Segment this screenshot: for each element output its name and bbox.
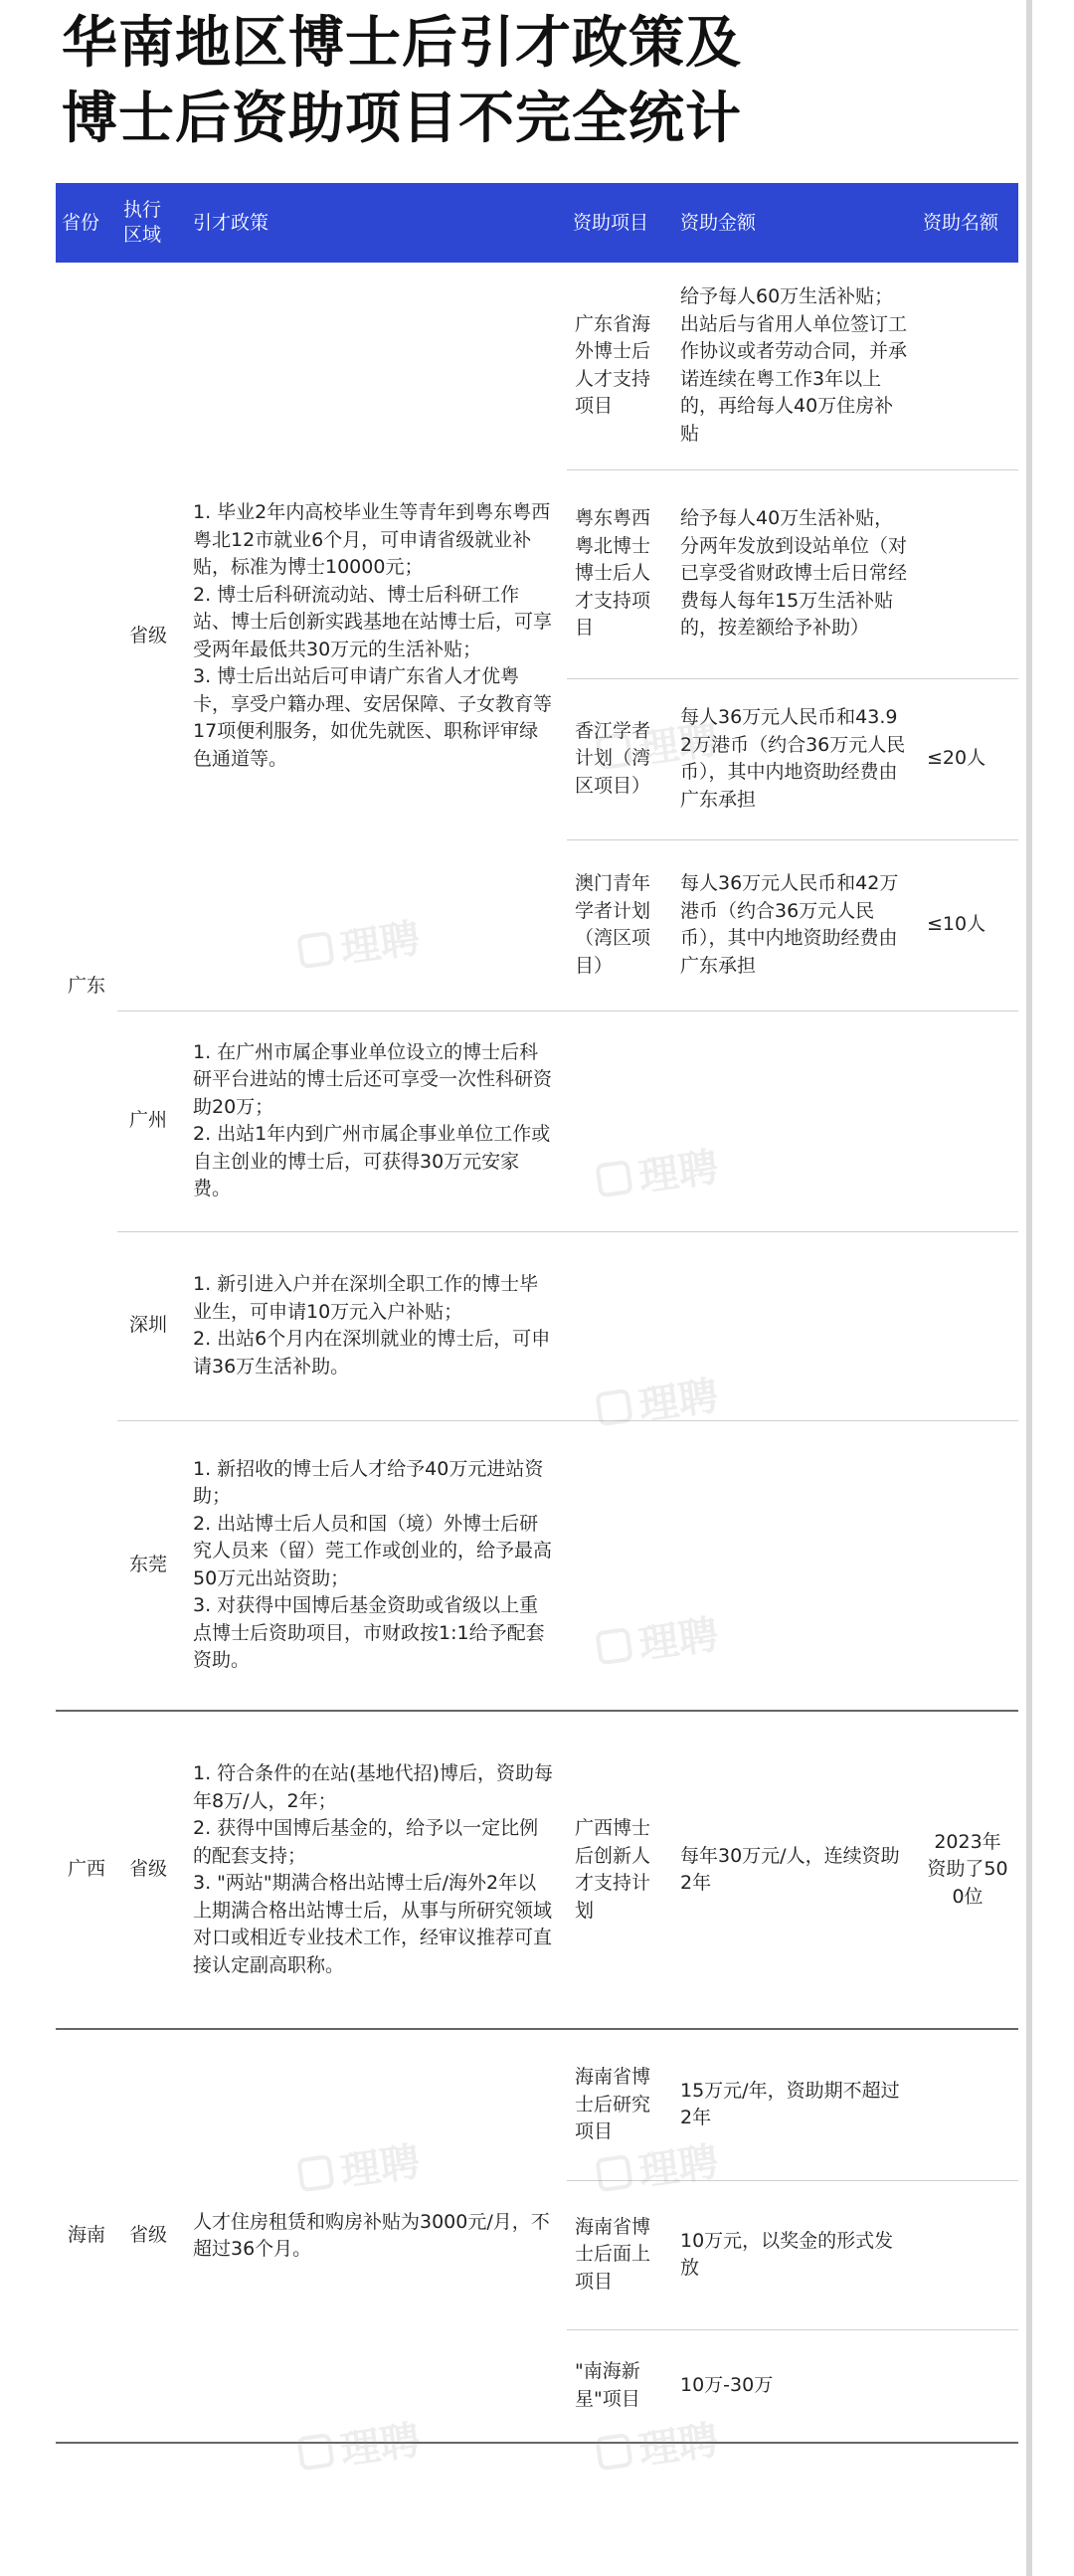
watermark: 理聘 <box>594 1136 722 1208</box>
quota-cell <box>917 1231 1018 1420</box>
table-row <box>56 1420 1018 1711</box>
header-quota: 资助名额 <box>917 183 1018 263</box>
header-area: 执行区域 <box>117 183 179 263</box>
quota-cell <box>917 469 1018 678</box>
province-cell: 广西 <box>56 1711 117 2029</box>
watermark-logo-icon <box>296 2153 334 2191</box>
header-province: 省份 <box>56 183 117 263</box>
amount-cell: 每年30万元/人，连续资助2年 <box>666 1711 917 2029</box>
header-policy: 引才政策 <box>179 183 567 263</box>
quota-cell: ≤10人 <box>917 839 1018 1011</box>
project-cell: 澳门青年学者计划（湾区项目） <box>567 839 666 1011</box>
amount-cell: 每人36万元人民币和43.92万港币（约合36万元人民币），其中内地资助经费由广东承担 <box>666 678 917 839</box>
policy-table <box>56 183 1018 2444</box>
policy-cell: 人才住房租赁和购房补贴为3000元/月，不超过36个月。 <box>179 2029 567 2443</box>
watermark-logo-icon <box>595 1626 632 1664</box>
project-cell: 香江学者计划（湾区项目） <box>567 678 666 839</box>
amount-cell: 10万-30万 <box>666 2329 917 2443</box>
project-cell: 海南省博士后研究项目 <box>567 2029 666 2180</box>
amount-cell <box>666 1420 917 1711</box>
watermark-logo-icon <box>595 2432 632 2470</box>
header-project: 资助项目 <box>567 183 666 263</box>
watermark-logo-icon <box>595 1159 632 1196</box>
province-cell: 海南 <box>56 2029 117 2443</box>
title-line-2: 博士后资助项目不完全统计 <box>62 87 742 151</box>
quota-cell: 2023年资助了500位 <box>917 1711 1018 2029</box>
area-cell: 广州 <box>117 1011 179 1231</box>
watermark: 理聘 <box>594 2130 722 2203</box>
area-cell: 省级 <box>117 2029 179 2443</box>
table-row <box>56 2029 1018 2180</box>
quota-cell <box>917 1011 1018 1231</box>
quota-cell <box>917 1420 1018 1711</box>
table-row <box>56 263 1018 469</box>
watermark-logo-icon <box>296 930 334 968</box>
watermark: 理聘 <box>594 2409 722 2482</box>
project-cell: 广西博士后创新人才支持计划 <box>567 1711 666 2029</box>
table-row <box>56 1231 1018 1420</box>
watermark: 理聘 <box>594 1603 722 1676</box>
amount-cell: 给予每人40万生活补贴，分两年发放到设站单位（对已享受省财政博士后日常经费每人每年15万生活补贴的，按差额给予补助） <box>666 469 917 678</box>
policy-cell: 1. 毕业2年内高校毕业生等青年到粤东粤西粤北12市就业6个月，可申请省级就业补贴，标准为博士10000元； 2. 博士后科研流动站、博士后科研工作站、博士后创新实践基地在站博士后，可享受两年最低共30万元的生活补贴； 3. 博士后出站后可申请广东省人才优粤卡，享受户籍办理、安居保障、子女教育等17项便利服务，如优先就医、职称评审绿色通道等。 <box>179 263 567 1011</box>
title-line-1: 华南地区博士后引才政策及 <box>62 11 742 76</box>
header-amount: 资助金额 <box>666 183 917 263</box>
table-row <box>56 1711 1018 2029</box>
table-header-row <box>56 183 1018 263</box>
watermark-logo-icon <box>595 2153 632 2191</box>
quota-cell: ≤20人 <box>917 678 1018 839</box>
table-row <box>56 1011 1018 1231</box>
watermark: 理聘 <box>295 907 424 980</box>
project-cell: 广东省海外博士后人才支持项目 <box>567 263 666 469</box>
project-cell: 粤东粤西粤北博士博士后人才支持项目 <box>567 469 666 678</box>
watermark: 理聘 <box>295 2130 424 2203</box>
area-cell: 深圳 <box>117 1231 179 1420</box>
watermark-logo-icon <box>595 731 632 769</box>
policy-cell: 1. 新引进入户并在深圳全职工作的博士毕业生，可申请10万元入户补贴； 2. 出站6个月内在深圳就业的博士后，可申请36万生活补助。 <box>179 1231 567 1420</box>
quota-cell <box>917 2329 1018 2443</box>
area-cell: 省级 <box>117 1711 179 2029</box>
watermark-logo-icon <box>595 1387 632 1425</box>
watermark: 理聘 <box>594 708 722 781</box>
quota-cell <box>917 263 1018 469</box>
area-cell: 省级 <box>117 263 179 1011</box>
policy-cell: 1. 新招收的博士后人才给予40万元进站资助； 2. 出站博士后人员和国（境）外博士后研究人员来（留）莞工作或创业的，给予最高50万元出站资助； 3. 对获得中国博后基金资助或省级以上重点博士后资助项目，市财政按1:1给予配套资助。 <box>179 1420 567 1711</box>
scrollbar-track <box>1026 0 1032 2576</box>
quota-cell <box>917 2180 1018 2329</box>
amount-cell: 每人36万元人民币和42万港币（约合36万元人民币），其中内地资助经费由广东承担 <box>666 839 917 1011</box>
watermark: 理聘 <box>295 2409 424 2482</box>
area-cell: 东莞 <box>117 1420 179 1711</box>
policy-cell: 1. 符合条件的在站(基地代招)博后，资助每年8万/人，2年； 2. 获得中国博后基金的，给予以一定比例的配套支持； 3. "两站"期满合格出站博士后/海外2年以上期满合格出站博士后，从事与所研究领域对口或相近专业技术工作，经审议推荐可直接认定副高职称。 <box>179 1711 567 2029</box>
watermark: 理聘 <box>594 1365 722 1437</box>
page-title <box>62 6 742 157</box>
quota-cell <box>917 2029 1018 2180</box>
amount-cell: 给予每人60万生活补贴；出站后与省用人单位签订工作协议或者劳动合同，并承诺连续在粤工作3年以上的，再给每人40万住房补贴 <box>666 263 917 469</box>
province-cell: 广东 <box>56 263 117 1711</box>
amount-cell <box>666 1011 917 1231</box>
project-cell: 海南省博士后面上项目 <box>567 2180 666 2329</box>
policy-cell: 1. 在广州市属企事业单位设立的博士后科研平台进站的博士后还可享受一次性科研资助20万； 2. 出站1年内到广州市属企事业单位工作或自主创业的博士后，可获得30万元安家费。 <box>179 1011 567 1231</box>
project-cell: "南海新星"项目 <box>567 2329 666 2443</box>
amount-cell: 10万元，以奖金的形式发放 <box>666 2180 917 2329</box>
watermark-logo-icon <box>296 2432 334 2470</box>
amount-cell: 15万元/年，资助期不超过2年 <box>666 2029 917 2180</box>
